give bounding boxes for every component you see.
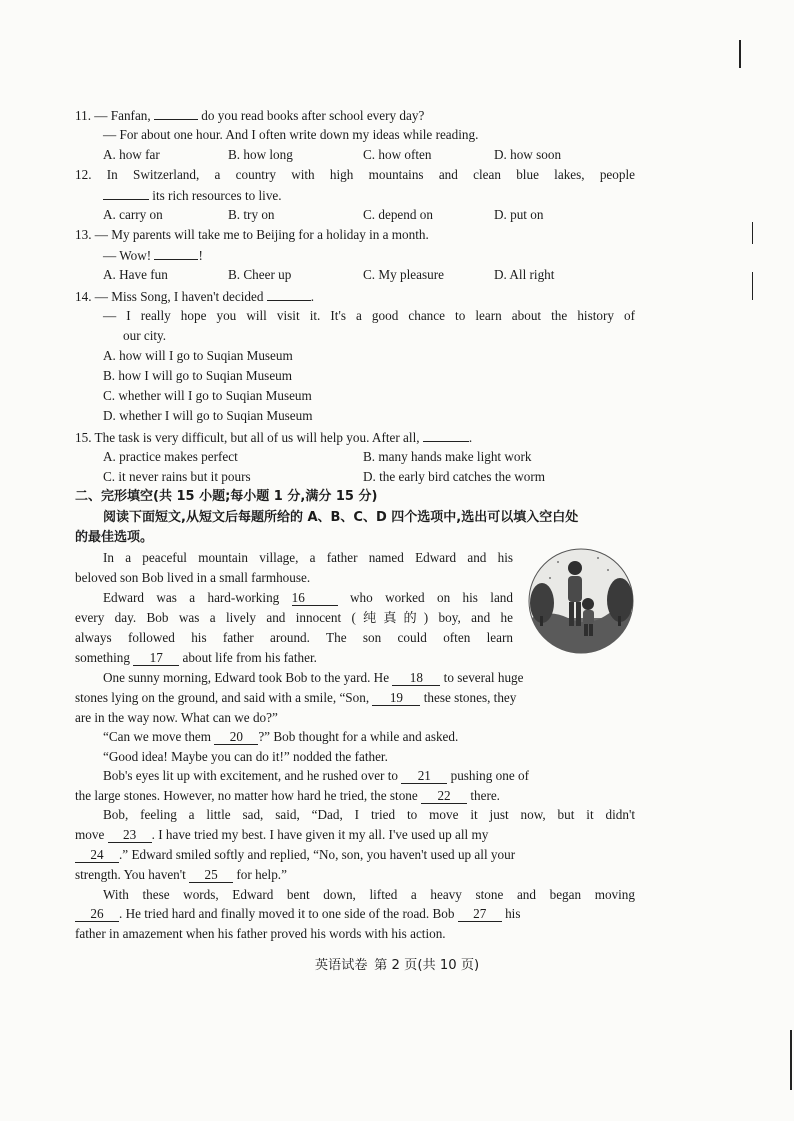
passage-p6-line2: the large stones. However, no matter how hard he tried, the stone 22 there.	[75, 788, 500, 803]
passage-p6: Bob's eyes lit up with excitement, and he rushed over to 21 pushing one of	[103, 768, 529, 783]
scan-edge-mark	[752, 272, 753, 300]
blank-26: 26	[75, 906, 119, 922]
q12-stem-cont: its rich resources to live.	[103, 185, 635, 206]
passage-p2: Edward was a hard-working 16 who worked on his land	[103, 590, 513, 605]
passage-p4: “Can we move them 20 ?” Bob thought for a while and asked.	[103, 729, 459, 744]
blank-25: 25	[189, 867, 233, 883]
passage-p8: With these words, Edward bent down, lifted a heavy stone and began moving	[103, 887, 635, 902]
section2-instructions-cont: 的最佳选项。	[75, 530, 154, 545]
scan-edge-mark	[739, 40, 741, 68]
q11-reply: — For about one hour. And I often write down my ideas while reading.	[103, 127, 479, 142]
passage-p5: “Good idea! Maybe you can do it!” nodded the father.	[103, 749, 388, 764]
q11-option-c: C. how often	[363, 147, 432, 162]
q13-option-c: C. My pleasure	[363, 267, 444, 282]
q13-option-b: B. Cheer up	[228, 267, 292, 282]
q14-option-a: A. how will I go to Suqian Museum	[103, 348, 293, 363]
q14-option-c: C. whether will I go to Suqian Museum	[103, 388, 312, 403]
q13-option-d: D. All right	[494, 267, 555, 282]
passage-p2-line2: every day. Bob was a lively and innocent (纯真的) boy, and he	[75, 610, 514, 625]
q14-option-d: D. whether I will go to Suqian Museum	[103, 408, 313, 423]
q15-option-d: D. the early bird catches the worm	[363, 469, 545, 484]
passage-p7-line2: move 23 . I have tried my best. I have given it my all. I've used up all my	[75, 827, 489, 842]
q14-reply: — I really hope you will visit it. It's a good chance to learn about the history of	[103, 308, 635, 323]
passage-p8-line2: 26 . He tried hard and finally moved it to one side of the road. Bob 27 his	[75, 904, 635, 924]
passage-p8-line3: father in amazement when his father proved his words with his action.	[75, 926, 446, 941]
blank-19: 19	[372, 690, 420, 706]
blank-20: 20	[214, 729, 258, 745]
q12-option-d: D. put on	[494, 207, 544, 222]
blank-21: 21	[401, 768, 447, 784]
passage-p7-line3: 24 .” Edward smiled softly and replied, “No, son, you haven't used up all your	[75, 845, 635, 865]
q13-blank	[154, 245, 198, 260]
footer-page-number: 第 2 页(共 10 页)	[374, 958, 480, 973]
q15-stem: 15. The task is very difficult, but all of us will help you. After all, .	[75, 427, 635, 448]
passage-p2-line3: always followed his father around. The son could often learn	[75, 630, 513, 645]
q12-option-b: B. try on	[228, 207, 275, 222]
blank-16: 16	[292, 590, 338, 606]
q11-stem: 11. — Fanfan, do you read books after school every day?	[75, 105, 635, 126]
q12-option-c: C. depend on	[363, 207, 433, 222]
q11-option-b: B. how long	[228, 147, 293, 162]
q15-option-a: A. practice makes perfect	[103, 449, 238, 464]
q13-stem: 13. — My parents will take me to Beijing for a holiday in a month.	[75, 227, 429, 242]
blank-18: 18	[392, 670, 440, 686]
passage-p1-cont: beloved son Bob lived in a small farmhouse.	[75, 570, 311, 585]
q11-option-d: D. how soon	[494, 147, 562, 162]
q15-option-c: C. it never rains but it pours	[103, 469, 251, 484]
passage-p7-line4: strength. You haven't 25 for help.”	[75, 867, 287, 882]
footer-subject: 英语试卷	[314, 958, 368, 973]
q13-reply: — Wow! !	[103, 245, 635, 266]
q14-reply-cont: our city.	[123, 328, 167, 343]
q14-option-b: B. how I will go to Suqian Museum	[103, 368, 293, 383]
q14-blank	[267, 286, 311, 301]
passage-p2-line4: something 17 about life from his father.	[75, 650, 317, 665]
passage-p3-line2: stones lying on the ground, and said with a smile, “Son, 19 these stones, they	[75, 690, 517, 705]
page-footer	[0, 955, 794, 976]
passage-p7: Bob, feeling a little sad, said, “Dad, I tried to move it just now, but it didn't	[103, 807, 635, 822]
scan-edge-mark	[752, 222, 753, 244]
blank-23: 23	[108, 827, 152, 843]
q11-option-a: A. how far	[103, 147, 160, 162]
blank-27: 27	[458, 906, 502, 922]
passage-p3: One sunny morning, Edward took Bob to the yard. He 18 to several huge	[103, 670, 524, 685]
blank-22: 22	[421, 788, 467, 804]
q14-stem: 14. — Miss Song, I haven't decided .	[75, 286, 635, 307]
q15-option-b: B. many hands make light work	[363, 449, 532, 464]
section2-instructions: 阅读下面短文,从短文后每题所给的 A、B、C、D 四个选项中,选出可以填入空白处	[103, 510, 579, 525]
q15-blank	[423, 427, 469, 442]
q11-blank	[154, 105, 198, 120]
blank-17: 17	[133, 650, 179, 666]
q13-option-a: A. Have fun	[103, 267, 168, 282]
scan-edge-mark	[790, 1030, 792, 1090]
q12-option-a: A. carry on	[103, 207, 163, 222]
section2-heading: 二、完形填空(共 15 小题;每小题 1 分,满分 15 分)	[75, 489, 378, 504]
father-son-illustration	[528, 548, 634, 654]
passage-p3-line3: are in the way now. What can we do?”	[75, 710, 278, 725]
q12-stem: 12. In Switzerland, a country with high mountains and clean blue lakes, people	[75, 167, 635, 182]
q12-blank	[103, 185, 149, 200]
blank-24: 24	[75, 847, 119, 863]
passage-p1: In a peaceful mountain village, a father named Edward and his	[103, 550, 513, 565]
